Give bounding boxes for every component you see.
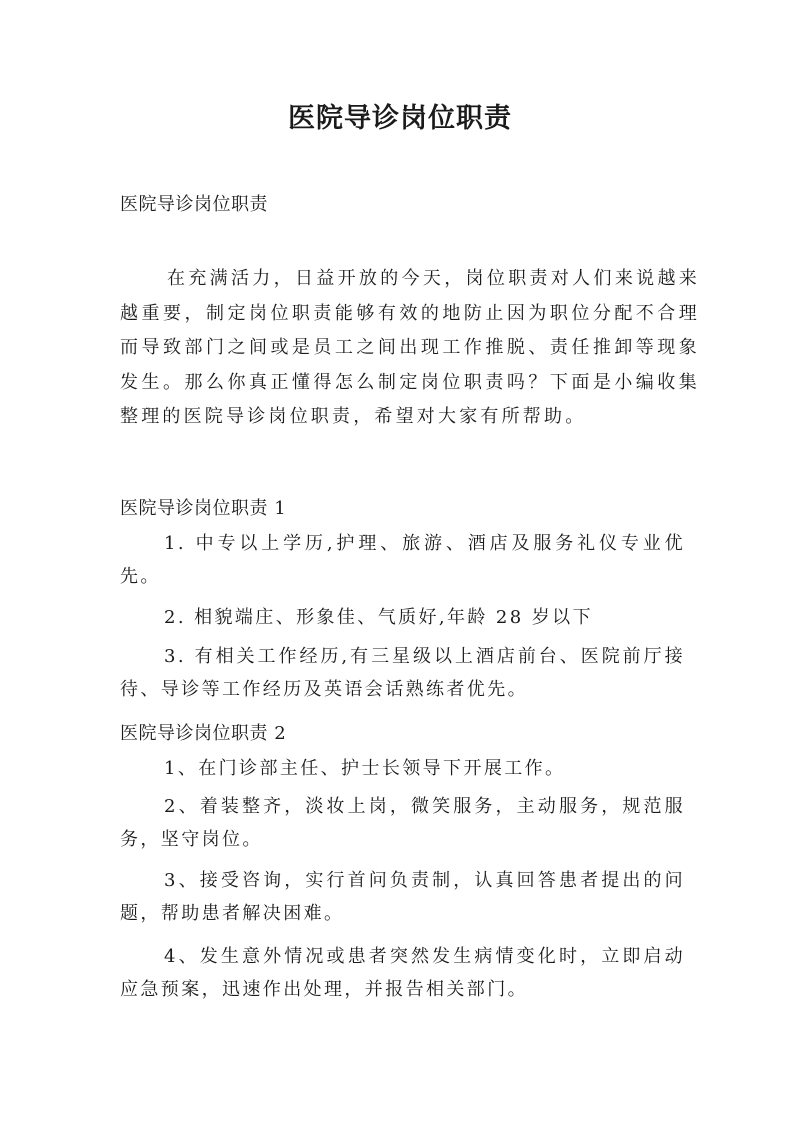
section-1-item-3: 3. 有相关工作经历,有三星级以上酒店前台、医院前厅接待、导诊等工作经历及英语会话熟练者优先。 (120, 646, 685, 700)
section-1-heading: 医院导诊岗位职责 1 (120, 498, 287, 519)
page-title: 医院导诊岗位职责 (288, 103, 512, 134)
section-1-item-2: 2. 相貌端庄、形象佳、气质好,年龄 28 岁以下 (164, 607, 593, 628)
intro-paragraph: 在充满活力，日益开放的今天，岗位职责对人们来说越来越重要，制定岗位职责能够有效的地防止因为职位分配不合理而导致部门之间或是员工之间出现工作推脱、责任推卸等现象发生。那么你真正懂得怎么制定岗位职责吗？下面是小编收集整理的医院导诊岗位职责，希望对大家有所帮助。 (120, 268, 700, 427)
document-subtitle: 医院导诊岗位职责 (120, 194, 268, 215)
section-2-item-1: 1、在门诊部主任、护士长领导下开展工作。 (164, 758, 566, 779)
section-2-item-2: 2、着装整齐，淡妆上岗，微笑服务，主动服务，规范服务，坚守岗位。 (120, 796, 685, 850)
section-2-item-4: 4、发生意外情况或患者突然发生病情变化时，立即启动应急预案，迅速作出处理，并报告相关部门。 (120, 946, 685, 1000)
section-1-item-1: 1. 中专以上学历,护理、旅游、酒店及服务礼仪专业优先。 (120, 533, 685, 587)
section-2-heading: 医院导诊岗位职责 2 (120, 723, 287, 744)
section-2-item-3: 3、接受咨询，实行首问负责制，认真回答患者提出的问题，帮助患者解决困难。 (120, 870, 685, 924)
